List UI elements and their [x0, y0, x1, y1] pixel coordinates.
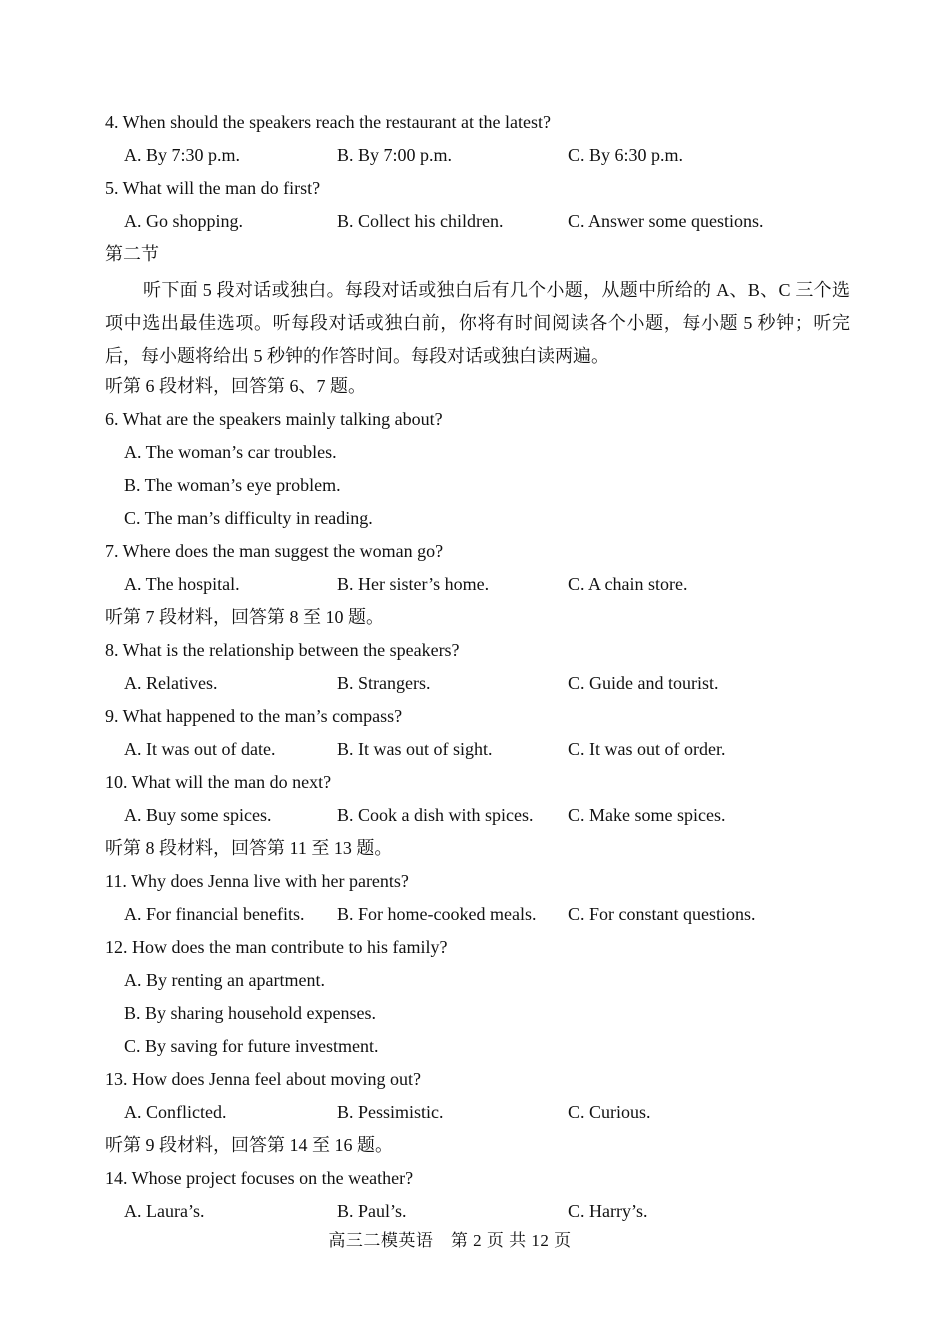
q7-option-c: C. A chain store. — [568, 574, 688, 594]
q13-option-c: C. Curious. — [568, 1102, 651, 1122]
q10-option-c: C. Make some spices. — [568, 805, 726, 825]
q5-option-b: B. Collect his children. — [337, 211, 504, 231]
section-instructions: 听下面 5 段对话或独白。每段对话或独白后有几个小题，从题中所给的 A、B、C 三个选项中选出最佳选项。听每段对话或独白前，你将有时间阅读各个小题，每小题 5 秒钟；听完后，每小题将给出 5 秒钟的作答时间。每段对话或独白读两遍。 — [105, 280, 850, 366]
section-heading: 第二节 — [105, 244, 159, 264]
q8-option-a: A. Relatives. — [124, 673, 218, 693]
q9-option-c: C. It was out of order. — [568, 739, 726, 759]
q12-option-a: A. By renting an apartment. — [124, 970, 325, 990]
q9-option-a: A. It was out of date. — [124, 739, 276, 759]
q14-stem: 14. Whose project focuses on the weather? — [105, 1168, 414, 1188]
q7-option-b: B. Her sister’s home. — [337, 574, 490, 594]
q6-option-a: A. The woman’s car troubles. — [124, 442, 337, 462]
q10-stem: 10. What will the man do next? — [105, 772, 332, 792]
q6-stem: 6. What are the speakers mainly talking about? — [105, 409, 443, 429]
q14-option-b: B. Paul’s. — [337, 1201, 407, 1221]
q9-stem: 9. What happened to the man’s compass? — [105, 706, 403, 726]
q4-option-c: C. By 6:30 p.m. — [568, 145, 684, 165]
q14-option-c: C. Harry’s. — [568, 1201, 648, 1221]
q11-option-c: C. For constant questions. — [568, 904, 756, 924]
q4-option-a: A. By 7:30 p.m. — [124, 145, 241, 165]
q9-option-b: B. It was out of sight. — [337, 739, 493, 759]
q11-option-b: B. For home-cooked meals. — [337, 904, 537, 924]
material-6-intro: 听第 6 段材料，回答第 6、7 题。 — [105, 376, 366, 396]
q10-option-a: A. Buy some spices. — [124, 805, 272, 825]
q14-option-a: A. Laura’s. — [124, 1201, 205, 1221]
q13-option-b: B. Pessimistic. — [337, 1102, 444, 1122]
q13-stem: 13. How does Jenna feel about moving out? — [105, 1069, 421, 1089]
q8-option-c: C. Guide and tourist. — [568, 673, 719, 693]
q7-stem: 7. Where does the man suggest the woman go? — [105, 541, 444, 561]
page-footer: 高三二模英语 第 2 页 共 12 页 — [328, 1231, 572, 1250]
q7-option-a: A. The hospital. — [124, 574, 240, 594]
q5-option-a: A. Go shopping. — [124, 211, 244, 231]
q5-stem: 5. What will the man do first? — [105, 178, 321, 198]
q12-option-c: C. By saving for future investment. — [124, 1036, 379, 1056]
q5-option-c: C. Answer some questions. — [568, 211, 764, 231]
q8-option-b: B. Strangers. — [337, 673, 431, 693]
q4-option-b: B. By 7:00 p.m. — [337, 145, 453, 165]
q10-option-b: B. Cook a dish with spices. — [337, 805, 534, 825]
q13-option-a: A. Conflicted. — [124, 1102, 227, 1122]
q8-stem: 8. What is the relationship between the speakers? — [105, 640, 460, 660]
q6-option-b: B. The woman’s eye problem. — [124, 475, 341, 495]
material-7-intro: 听第 7 段材料，回答第 8 至 10 题。 — [105, 607, 384, 627]
q4-stem: 4. When should the speakers reach the restaurant at the latest? — [105, 112, 551, 132]
q11-option-a: A. For financial benefits. — [124, 904, 305, 924]
q12-option-b: B. By sharing household expenses. — [124, 1003, 376, 1023]
material-8-intro: 听第 8 段材料，回答第 11 至 13 题。 — [105, 838, 393, 858]
q11-stem: 11. Why does Jenna live with her parents? — [105, 871, 409, 891]
q6-option-c: C. The man’s difficulty in reading. — [124, 508, 373, 528]
material-9-intro: 听第 9 段材料，回答第 14 至 16 题。 — [105, 1135, 393, 1155]
q12-stem: 12. How does the man contribute to his family? — [105, 937, 448, 957]
